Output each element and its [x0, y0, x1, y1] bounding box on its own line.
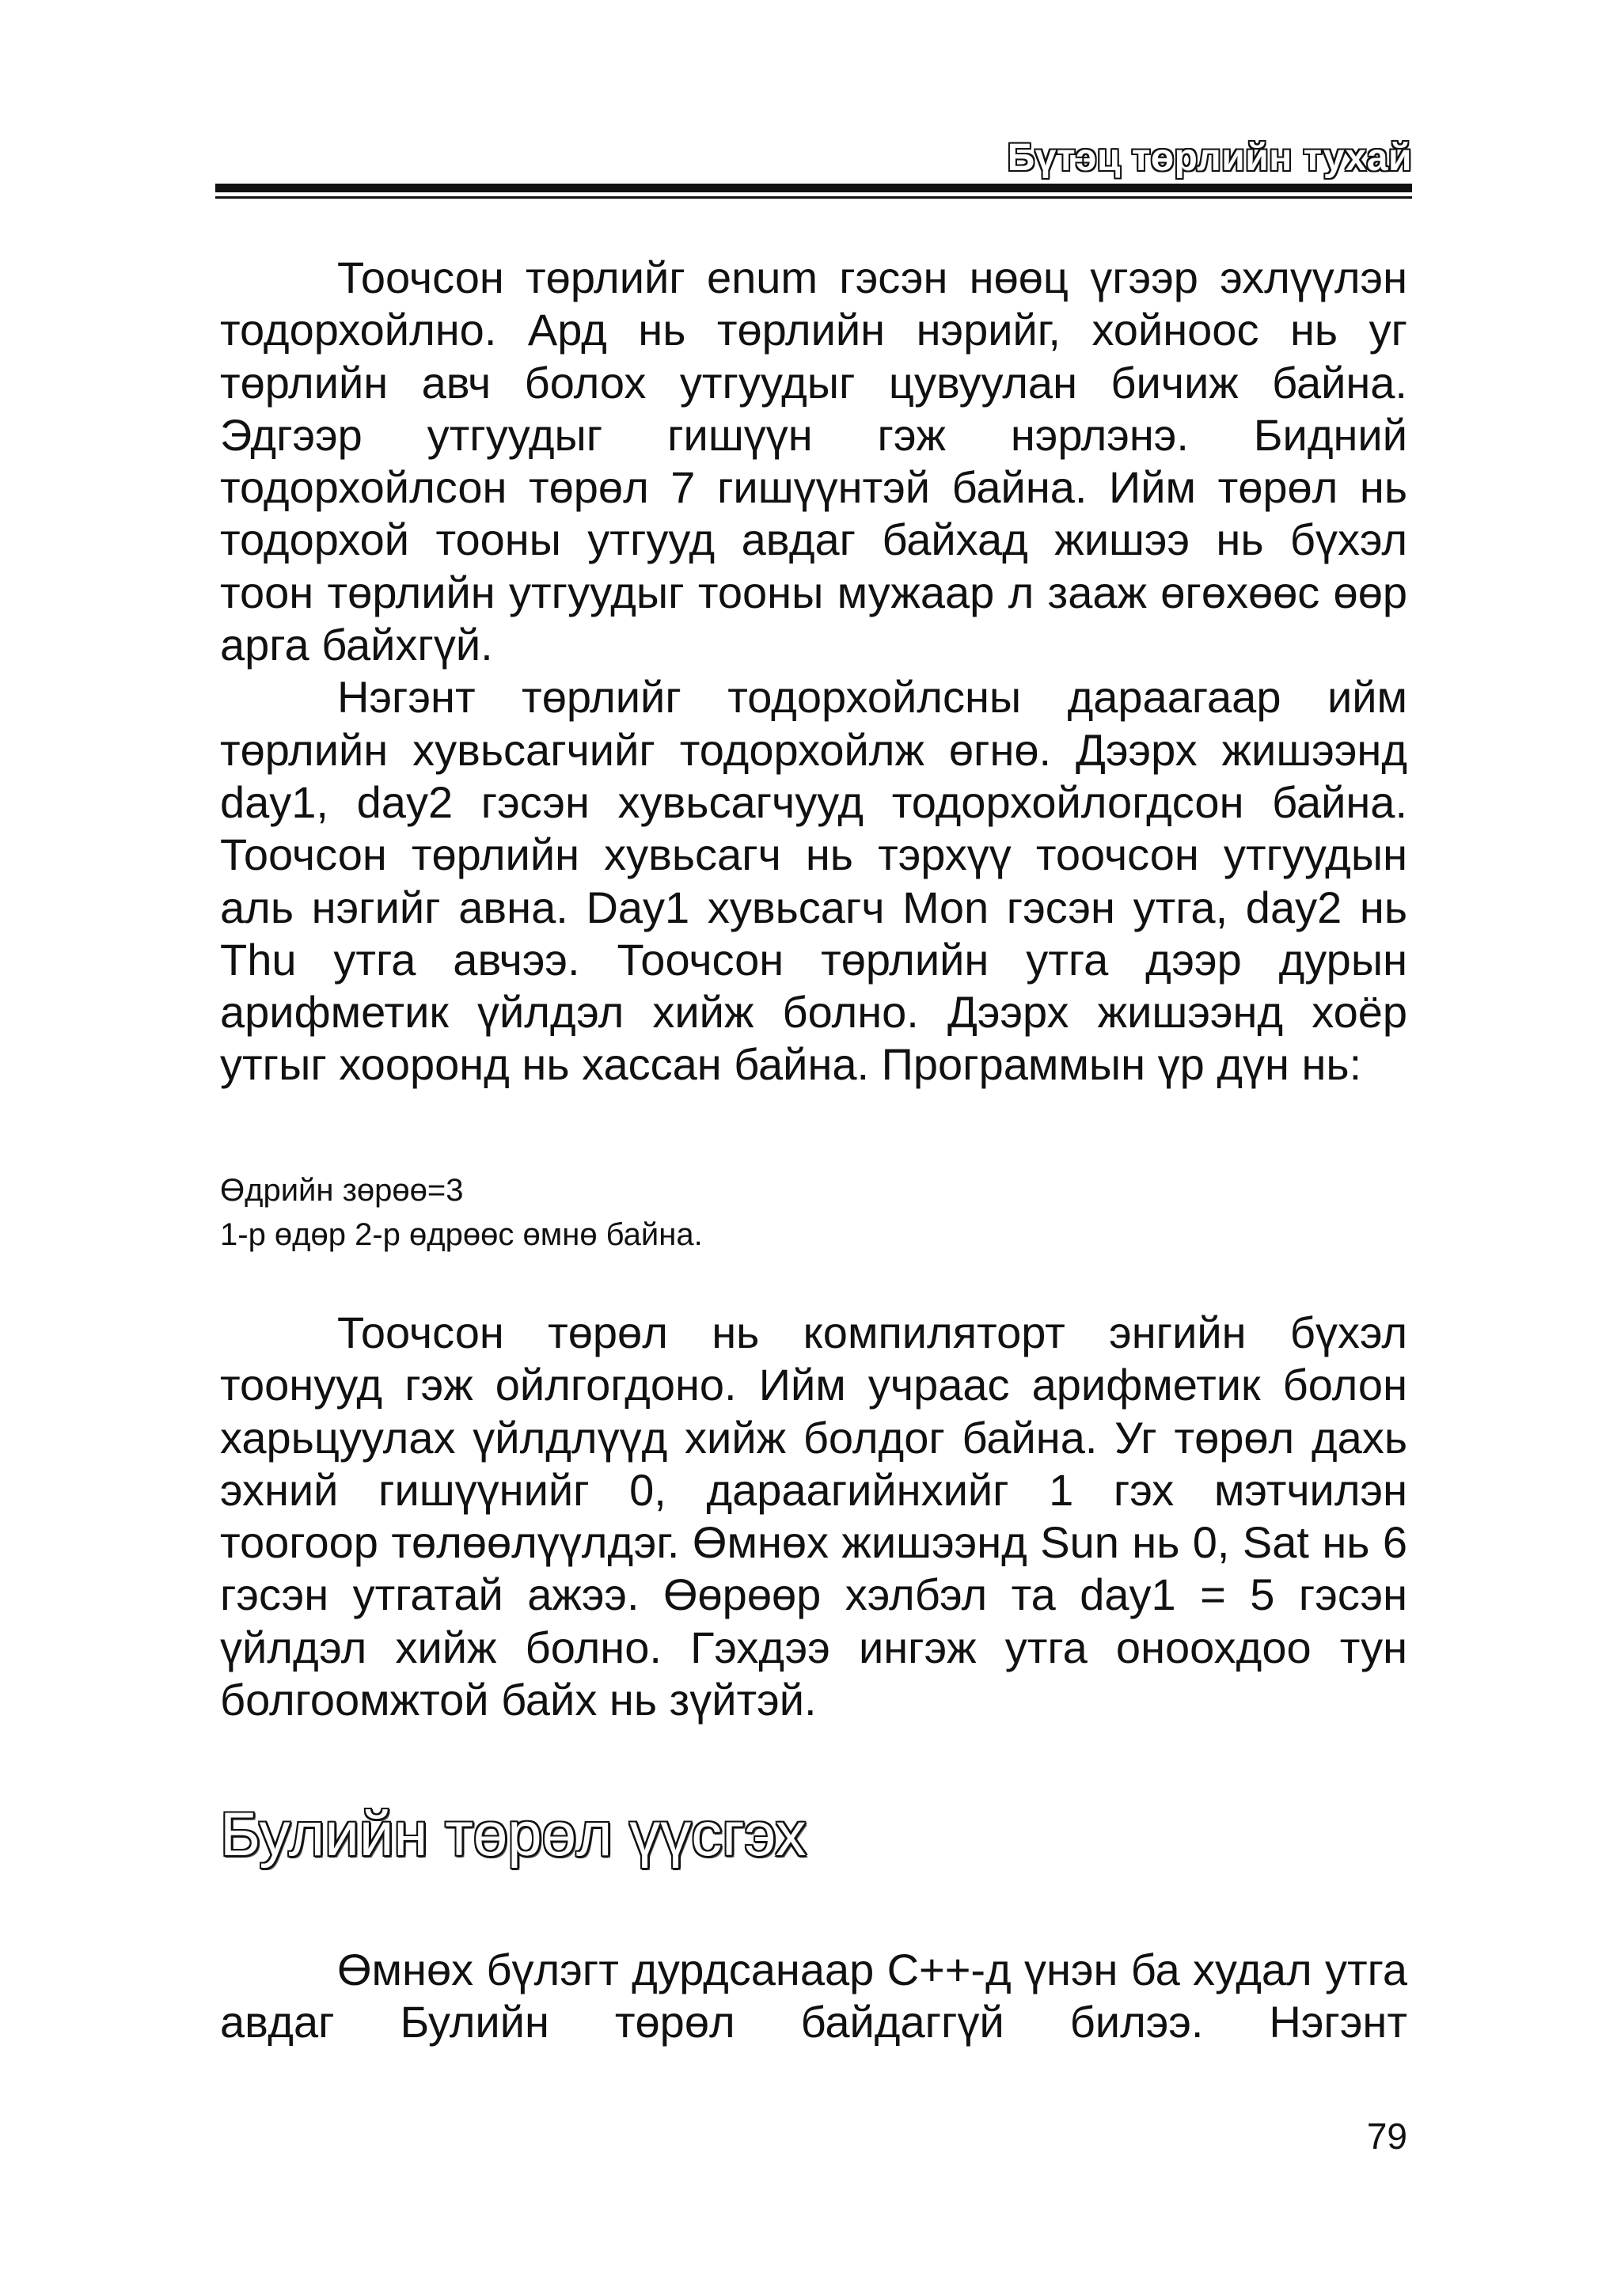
running-header: Бүтэц төрлийн тухай	[1007, 137, 1412, 179]
page-number: 79	[1366, 2116, 1407, 2157]
header-rule-thick	[215, 184, 1412, 192]
header-rule-thin	[215, 196, 1412, 199]
program-output-line: 1-р өдөр 2-р өдрөөс өмнө байна.	[220, 1217, 703, 1252]
body-text-upper	[220, 252, 1407, 1091]
paragraph-enum-integers: Тоочсон төрөл нь компиляторт энгийн бүхэл тоонууд гэж ойлгогдоно. Ийм учраас арифметик болон харьцуулах үйлдлүүд хийж болдог байна. Уг төрөл дахь эхний гишүүнийг 0, дараагийнхийг 1 гэх мэтчилэн тоогоор төлөөлүүлдэг. Өмнөх жишээнд Sun нь 0, Sat нь 6 гэсэн утгатай ажээ. Өөрөөр хэлбэл та day1 = 5 гэсэн үйлдэл хийж болно. Гэхдээ ингэж утга оноохдоо тун болгоомжтой байх нь зүйтэй.	[220, 1307, 1407, 1725]
paragraph-enum-definition: Тоочсон төрлийг enum гэсэн нөөц үгээр эхлүүлэн тодорхойлно. Ард нь төрлийн нэрийг, хойноос нь уг төрлийн авч болох утгуудыг цувуулан бичиж байна. Эдгээр утгуудыг гишүүн гэж нэрлэнэ. Бидний тодорхойлсон төрөл 7 гишүүнтэй байна. Ийм төрөл нь тодорхой тооны утгууд авдаг байхад жишээ нь бүхэл тоон төрлийн утгуудыг тооны мужаар л зааж өгөхөөс өөр арга байхгүй.	[220, 252, 1407, 670]
paragraph-bool-type: Өмнөх бүлэгт дурдсанаар C++-д үнэн ба худал утга авдаг Булийн төрөл байдаггүй билээ. Нэгэнт	[220, 1945, 1407, 2047]
section-heading: Булийн төрөл үүсгэх	[220, 1799, 807, 1869]
program-output-line: Өдрийн зөрөө=3	[220, 1173, 464, 1208]
body-text-middle	[220, 1307, 1407, 1726]
paragraph-enum-variables: Нэгэнт төрлийг тодорхойлсны дараагаар ийм төрлийн хувьсагчийг тодорхойлж өгнө. Дээрх жишээнд day1, day2 гэсэн хувьсагчууд тодорхойлогдсон байна. Тоочсон төрлийн хувьсагч нь тэрхүү тоочсон утгуудын аль нэгийг авна. Day1 хувьсагч Mon гэсэн утга, day2 нь Thu утга авчээ. Тоочсон төрлийн утга дээр дурын арифметик үйлдэл хийж болно. Дээрх жишээнд хоёр утгыг хооронд нь хассан байна. Программын үр дүн нь:	[220, 672, 1407, 1090]
program-output	[220, 1168, 1407, 1257]
body-text-lower	[220, 1944, 1407, 2049]
